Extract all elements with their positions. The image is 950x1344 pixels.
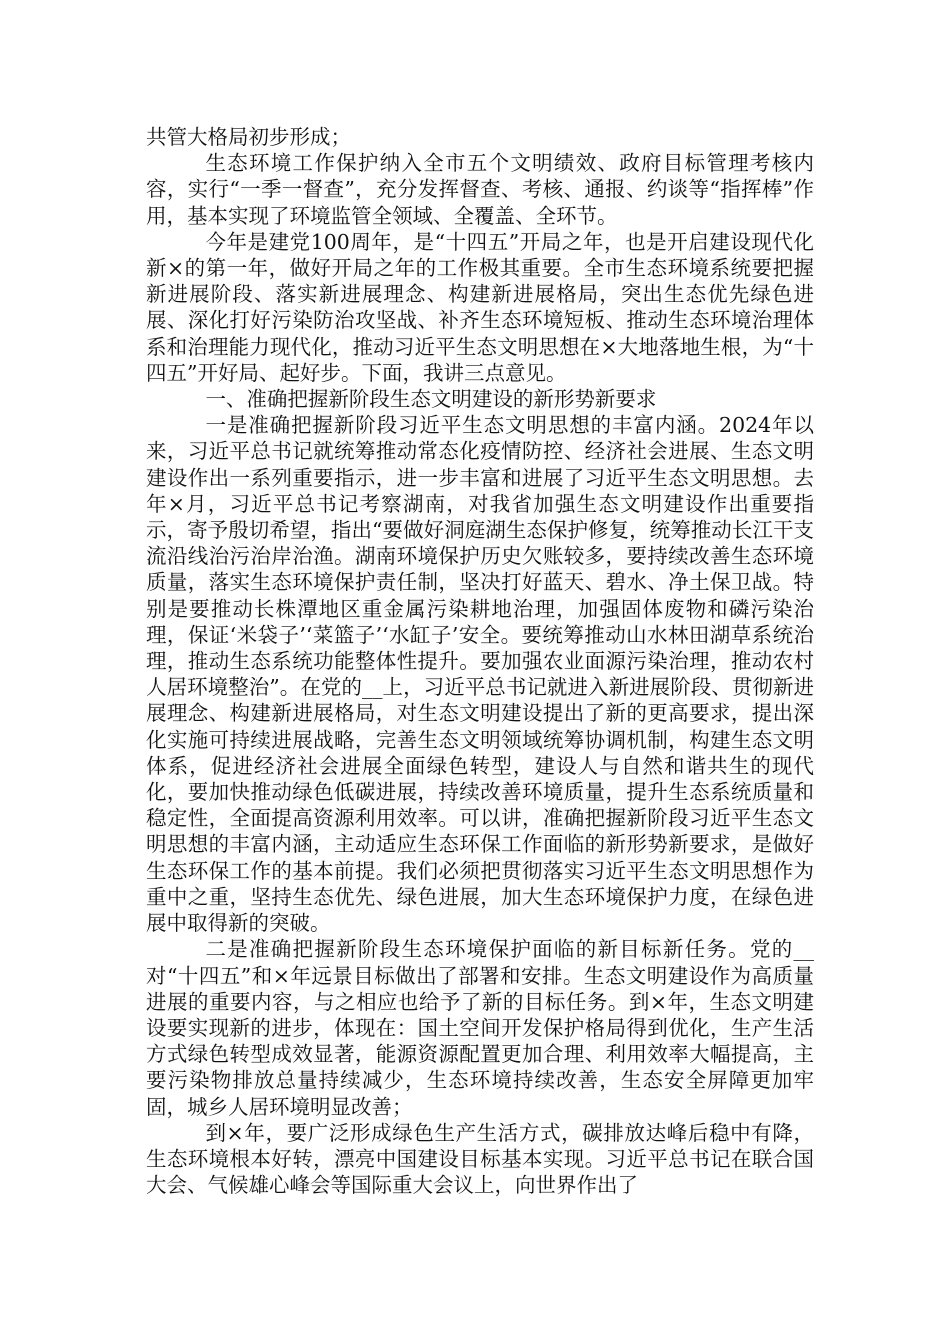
- paragraph-point-1: 一是准确把握新阶段习近平生态文明思想的丰富内涵。2024年以来，习近平总书记就统筹推动常态化疫情防控、经济社会进展、生态文明建设作出一系列重要指示，进一步丰富和进展了习近平生态文明思想。去年×月，习近平总书记考察湖南，对我省加强生态文明建设作出重要指示，寄予殷切希望，指出“要做好洞庭湖生态保护修复，统筹推动长江干支流沿线治污治岸治渔。湖南环境保护历史欠账较多，要持续改善生态环境质量，落实生态环境保护责任制，坚决打好蓝天、碧水、净土保卫战。特别是要推动长株潭地区重金属污染耕地治理，加强固体废物和磷污染治理，保证‘米袋子’‘菜篮子’‘水缸子’安全。要统筹推动山水林田湖草系统治理，推动生态系统功能整体性提升。要加强农业面源污染治理，推动农村人居环境整治”。在党的__上，习近平总书记就进入新进展阶段、贯彻新进展理念、构建新进展格局，对生态文明建设提出了新的更高要求，提出深化实施可持续进展战略，完善生态文明领域统筹协调机制，构建生态文明体系，促进经济社会进展全面绿色转型，建设人与自然和谐共生的现代化，要加快推动绿色低碳进展，持续改善环境质量，提升生态系统质量和稳定性，全面提高资源利用效率。可以讲，准确把握新阶段习近平生态文明思想的丰富内涵，主动适应生态环保工作面临的新形势新要求，是做好生态环保工作的基本前提。我们必须把贯彻落实习近平生态文明思想作为重中之重，坚持生态优先、绿色进展，加大生态环境保护力度，在绿色进展中取得新的突破。: [146, 413, 814, 936]
- paragraph-supervision: 生态环境工作保护纳入全市五个文明绩效、政府目标管理考核内容，实行“一季一督查”，充分发挥督查、考核、通报、约谈等“指挥棒”作用，基本实现了环境监管全领域、全覆盖、全环节。: [146, 151, 814, 228]
- paragraph-continuation: 共管大格局初步形成；: [146, 125, 351, 149]
- document-body: [146, 124, 814, 1198]
- section-heading-1: 一、准确把握新阶段生态文明建设的新形势新要求: [205, 387, 657, 412]
- paragraph-goals: 到×年，要广泛形成绿色生产生活方式，碳排放达峰后稳中有降，生态环境根本好转，漂亮中国建设目标基本实现。习近平总书记在联合国大会、气候雄心峰会等国际重大会议上，向世界作出了: [146, 1120, 814, 1198]
- paragraph-introduction: 今年是建党100周年，是“十四五”开局之年，也是开启建设现代化新×的第一年，做好开局之年的工作极其重要。全市生态环境系统要把握新进展阶段、落实新进展理念、构建新进展格局，突出生态优先绿色进展、深化打好污染防治攻坚战、补齐生态环境短板、推动生态环境治理体系和治理能力现代化，推动习近平生态文明思想在×大地落地生根，为“十四五”开好局、起好步。下面，我讲三点意见。: [146, 229, 814, 385]
- paragraph-point-2: 二是准确把握新阶段生态环境保护面临的新目标新任务。党的__对“十四五”和×年远景目标做出了部署和安排。生态文明建设作为高质量进展的重要内容，与之相应也给予了新的目标任务。到×年，生态文明建设要实现新的进步，体现在：国土空间开发保护格局得到优化，生产生活方式绿色转型成效显著，能源资源配置更加合理、利用效率大幅提高，主要污染物排放总量持续减少，生态环境持续改善，生态安全屏障更加牢固，城乡人居环境明显改善；: [146, 937, 814, 1119]
